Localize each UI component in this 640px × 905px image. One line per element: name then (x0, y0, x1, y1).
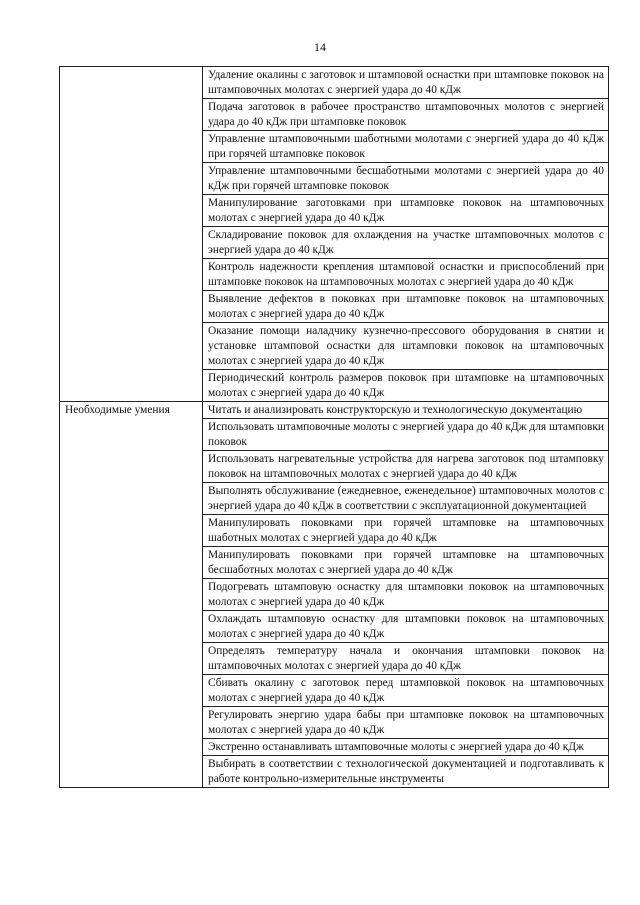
table-row (60, 402, 609, 419)
requirement-text: Контроль надежности крепления штамповой оснастки и приспособлений при штамповке поковок на штамповочных молотах с энергией удара до 40 кДж (203, 259, 609, 291)
requirement-text: Выполнять обслуживание (ежедневное, еженедельное) штамповочных молотов с энергией удара до 40 кДж в соответствии с эксплуатационной документацией (203, 483, 609, 515)
requirement-text: Выбирать в соответствии с технологической документацией и подготавливать к работе контрольно-измерительные инструменты (203, 756, 609, 788)
requirements-table-body (60, 67, 609, 788)
requirement-text: Удаление окалины с заготовок и штамповой оснастки при штамповке поковок на штамповочных молотах с энергией удара до 40 кДж (203, 67, 609, 99)
requirement-text: Подогревать штамповую оснастку для штамповки поковок на штамповочных молотах с энергией удара до 40 кДж (203, 579, 609, 611)
requirement-text: Управление штамповочными шаботными молотами с энергией удара до 40 кДж при горячей штамповке поковок (203, 131, 609, 163)
requirement-text: Манипулирование заготовками при штамповке поковок на штамповочных молотах с энергией удара до 40 кДж (203, 195, 609, 227)
page-number: 14 (314, 40, 326, 54)
requirement-text: Подача заготовок в рабочее пространство штамповочных молотов с энергией удара до 40 кДж при штамповке поковок (203, 99, 609, 131)
requirement-text: Регулировать энергию удара бабы при штамповке поковок на штамповочных молотах с энергией удара до 40 кДж (203, 707, 609, 739)
requirement-text: Выявление дефектов в поковках при штамповке поковок на штамповочных молотах с энергией удара до 40 кДж (203, 291, 609, 323)
table-row (60, 67, 609, 99)
requirement-text: Манипулировать поковками при горячей штамповке на штамповочных шаботных молотах с энергией удара до 40 кДж (203, 515, 609, 547)
section-label: Необходимые умения (60, 402, 203, 788)
requirement-text: Использовать нагревательные устройства для нагрева заготовок под штамповку поковок на штамповочных молотах с энергией удара до 40 кДж (203, 451, 609, 483)
requirement-text: Читать и анализировать конструкторскую и технологическую документацию (203, 402, 609, 419)
requirement-text: Складирование поковок для охлаждения на участке штамповочных молотов с энергией удара до 40 кДж (203, 227, 609, 259)
requirement-text: Оказание помощи наладчику кузнечно-прессового оборудования в снятии и установке штамповой оснастки для штамповки поковок на штамповочных молотах с энергией удара до 40 кДж (203, 323, 609, 370)
requirement-text: Определять температуру начала и окончания штамповки поковок на штамповочных молотах с энергией удара до 40 кДж (203, 643, 609, 675)
requirement-text: Периодический контроль размеров поковок при штамповке на штамповочных молотах с энергией удара до 40 кДж (203, 370, 609, 402)
requirement-text: Манипулировать поковками при горячей штамповке на штамповочных бесшаботных молотах с энергией удара до 40 кДж (203, 547, 609, 579)
section-label (60, 67, 203, 402)
requirement-text: Экстренно останавливать штамповочные молоты с энергией удара до 40 кДж (203, 739, 609, 756)
requirements-table (59, 66, 609, 788)
requirement-text: Управление штамповочными бесшаботными молотами с энергией удара до 40 кДж при горячей штамповке поковок (203, 163, 609, 195)
requirement-text: Охлаждать штамповую оснастку для штамповки поковок на штамповочных молотах с энергией удара до 40 кДж (203, 611, 609, 643)
requirement-text: Сбивать окалину с заготовок перед штамповкой поковок на штамповочных молотах с энергией удара до 40 кДж (203, 675, 609, 707)
requirement-text: Использовать штамповочные молоты с энергией удара до 40 кДж для штамповки поковок (203, 419, 609, 451)
